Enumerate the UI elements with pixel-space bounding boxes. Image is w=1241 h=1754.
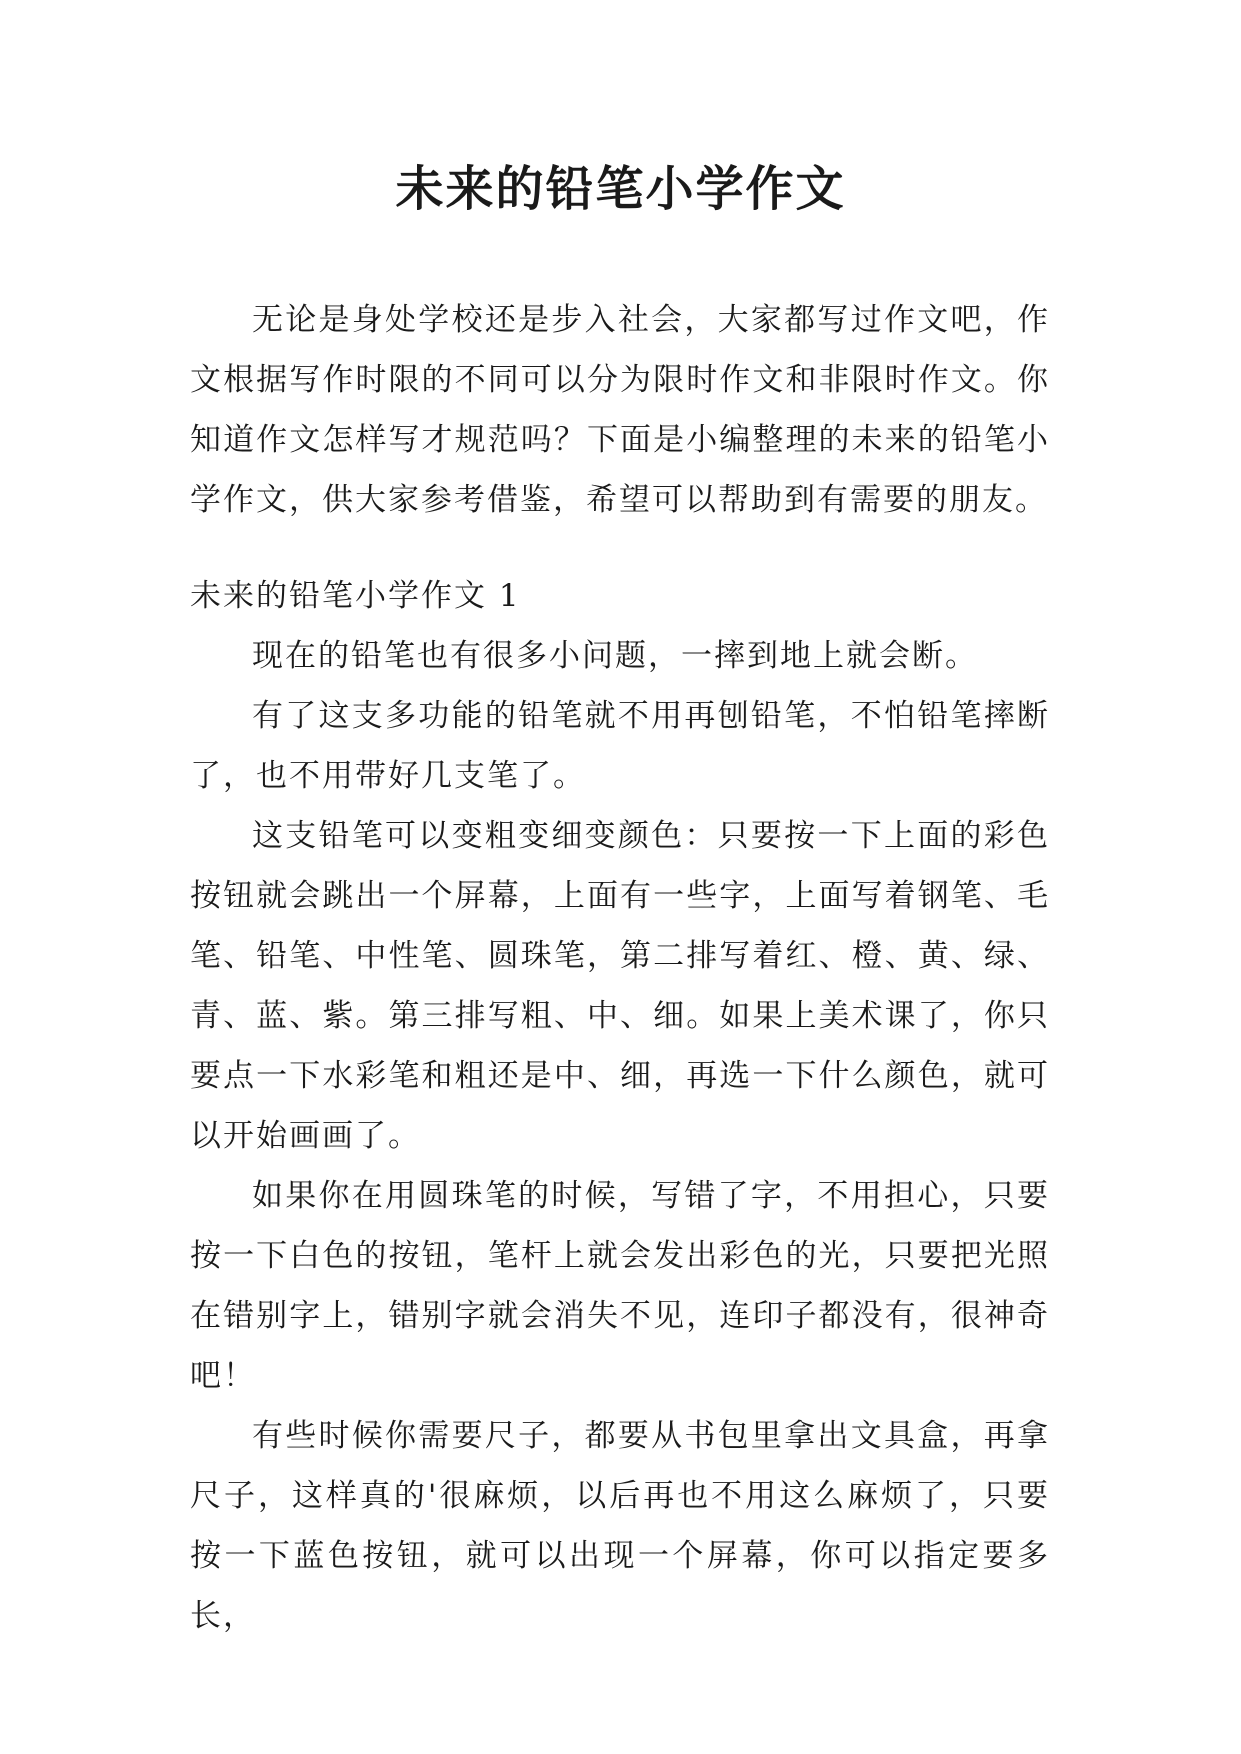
document-body [190, 290, 1050, 1646]
body-paragraph-2: 有了这支多功能的铅笔就不用再刨铅笔，不怕铅笔摔断了，也不用带好几支笔了。 [190, 698, 1050, 794]
section-heading: 未来的铅笔小学作文 1 [190, 578, 521, 614]
page-title: 未来的铅笔小学作文 [395, 161, 846, 217]
body-paragraph-3: 这支铅笔可以变粗变细变颜色：只要按一下上面的彩色按钮就会跳出一个屏幕，上面有一些字，上面写着钢笔、毛笔、铅笔、中性笔、圆珠笔，第二排写着红、橙、黄、绿、青、蓝、紫。第三排写粗、中、细。如果上美术课了，你只要点一下水彩笔和粗还是中、细，再选一下什么颜色，就可以开始画画了。 [190, 818, 1050, 1154]
body-paragraph-4: 如果你在用圆珠笔的时候，写错了字，不用担心，只要按一下白色的按钮，笔杆上就会发出彩色的光，只要把光照在错别字上，错别字就会消失不见，连印子都没有，很神奇吧！ [190, 1178, 1050, 1394]
intro-paragraph: 无论是身处学校还是步入社会，大家都写过作文吧，作文根据写作时限的不同可以分为限时作文和非限时作文。你知道作文怎样写才规范吗？下面是小编整理的未来的铅笔小学作文，供大家参考借鉴，希望可以帮助到有需要的朋友。 [190, 302, 1050, 518]
body-paragraph-5: 有些时候你需要尺子，都要从书包里拿出文具盒，再拿尺子，这样真的'很麻烦，以后再也不用这么麻烦了，只要按一下蓝色按钮，就可以出现一个屏幕，你可以指定要多长， [190, 1418, 1050, 1634]
body-paragraph-1: 现在的铅笔也有很多小问题，一摔到地上就会断。 [252, 638, 978, 674]
